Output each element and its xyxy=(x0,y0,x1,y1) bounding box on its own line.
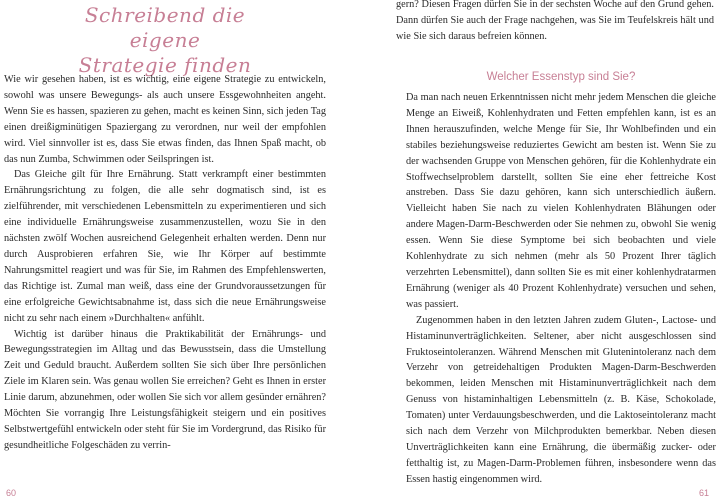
section-title-line-1: Schreibend die eigene xyxy=(84,3,246,52)
page-number-right: 61 xyxy=(699,488,710,498)
body-paragraph: Da man nach neuen Erkenntnissen nicht mehr jedem Menschen die gleiche Menge an Eiweiß, Kohlenhydraten und Fetten empfehlen kann, ist es an Ihnen herauszufinden, welche Menge für Sie, Ihr Wohlbefinden und ein stabiles beziehungsweise reduziertes Gewicht am besten ist. Wenn Sie zu der wachsenden Gruppe von Menschen gehören, für die Kohlenhydrate ein Stoffwechselproblem darstellt, sollten Sie eine eher fettreiche Kost anstreben. Dass Sie dazu gehören, kann sich unterschiedlich äußern. Vielleicht haben Sie nach zu vielen Kohlenhydraten Blähungen oder andere Magen-Darm-Beschwerden oder Sie nehmen zu, obwohl Sie wenig essen. Wenn Sie diese Symptome bei sich beobachten und viele Kohlenhydrate zu sich nehmen (mehr als 50 Prozent Ihrer täglich verzehrten Lebensmittel), dann sollten Sie es mit einer kohlenhydratarmen Ernährung (weniger als 40 Prozent Kohlenhydrate) versuchen und sehen, was passiert. xyxy=(406,92,716,310)
subheading: Welcher Essenstyp sind Sie? xyxy=(486,71,636,83)
body-paragraph: Wie wir gesehen haben, ist es wichtig, eine eigene Strategie zu entwickeln, sowohl was unsere Bewegungs- als auch unsere Essgewohnheiten angeht. Wenn Sie es hassen, spazieren zu gehen, macht es keinen Sinn, sich jeden Tag einen dreißigminütigen Spaziergang zu verordnen, nur weil der empfohlen wird. Viel sinnvoller ist es, dass Sie etwas finden, das Ihnen Spaß macht, ob das nun Zumba, Schwimmen oder Seilspringen ist. xyxy=(4,74,326,165)
left-text-column xyxy=(4,72,326,454)
section-title-line-2: Strategie finden xyxy=(78,53,252,77)
continued-paragraph: gern? Diesen Fragen dürfen Sie in der sechsten Woche auf den Grund gehen. Dann dürfen Sie auch der Frage nachgehen, was Sie im Teufelskreis hält und wie Sie sich daraus befreien können. xyxy=(396,0,714,42)
page-number-left: 60 xyxy=(6,488,17,498)
right-text-column xyxy=(406,90,716,488)
body-paragraph: Zugenommen haben in den letzten Jahren zudem Gluten-, Lactose- und Histaminunverträglichkeiten. Seltener, aber nicht ausgeschlossen sind Fruktoseintoleranzen. Während Menschen mit Glutenintoleranz nach dem Verzehr von getreidehaltigen Produkten Magen-Darm-Beschwerden bekommen, leiden Menschen mit Histaminunverträglichkeit nach dem Genuss von histaminhaltigen Lebensmitteln (z. B. Käse, Schokolade, Tomaten) unter Verdauungsbeschwerden, und die Laktoseintoleranz macht sich nach dem Verzehr von Milchprodukten bemerkbar. Neben diesen Unverträglichkeiten kann eine Ernährung, die übermäßig zucker- oder fetthaltig ist, zu Magen-Darm-Problemen führen, insbesondere wenn das Essen hastig eingenommen wird. xyxy=(406,314,716,485)
section-title xyxy=(50,3,280,78)
body-paragraph: Wichtig ist darüber hinaus die Praktikabilität der Ernährungs- und Bewegungsstrategien im Alltag und das Bewusstsein, dass die Umstellung Zeit und Geduld braucht. Außerdem sollten Sie sich über Ihre persönlichen Ziele im Klaren sein. Was genau wollen Sie erreichen? Geht es Ihnen in erster Linie darum, abzunehmen, oder wollen Sie sich vor allem gesünder ernähren? Möchten Sie vorrangig Ihre Leistungsfähigkeit steigern und ein positives Selbstwertgefühl entwickeln oder steht für Sie im Vordergrund, das Risiko für gesundheitliche Folgeschäden zu verrin- xyxy=(4,328,326,451)
body-paragraph: Das Gleiche gilt für Ihre Ernährung. Statt verkrampft einer bestimmten Ernährungsrichtung zu folgen, die alle sehr dogmatisch sind, ist es zielführender, mit verschiedenen Lebensmitteln zu experimentieren und sich eine individuelle Ernährungsweise zusammenzustellen, wozu Sie in den nächsten zwölf Wochen ausreichend Gelegenheit erhalten werden. Denn nur durch Ausprobieren erfahren Sie, wie Ihr Körper auf bestimmte Nahrungsmittel reagiert und was für Sie, im Rahmen des Empfehlenswerten, das Richtige ist. Zumal man weiß, dass eine der Grundvoraussetzungen für eine erfolgreiche Gewichtsabnahme ist, dass sich die neue Ernährungsweise nicht zu sehr nach einem »Durchhalten« anfühlt. xyxy=(4,169,326,324)
right-top-text xyxy=(396,0,714,45)
